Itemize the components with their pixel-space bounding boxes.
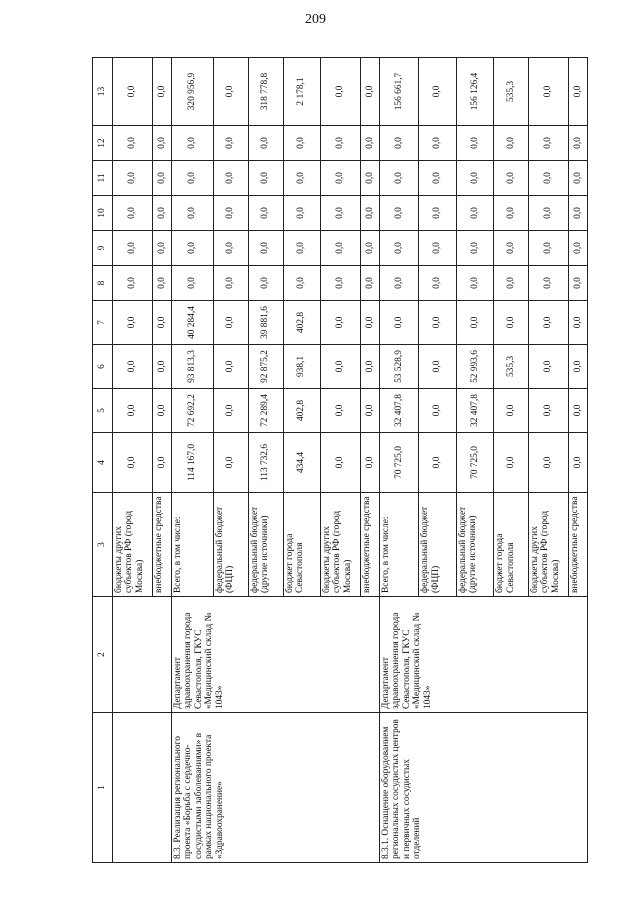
value-cell: 0,0 bbox=[361, 266, 380, 301]
value-cell: 0,0 bbox=[493, 196, 528, 231]
value-cell: 0,0 bbox=[153, 301, 172, 345]
value-cell: 0,0 bbox=[320, 58, 360, 126]
column-header: 7 bbox=[93, 301, 113, 345]
value-cell: 0,0 bbox=[419, 301, 456, 345]
value-cell: 0,0 bbox=[320, 231, 360, 266]
value-cell: 0,0 bbox=[112, 58, 152, 126]
executor-name: Департамент здравоохранения города Севастополя, ГКУС «Медицинский склад № 1043» bbox=[171, 597, 379, 713]
value-cell: 0,0 bbox=[493, 301, 528, 345]
value-cell: 0,0 bbox=[528, 389, 568, 433]
value-cell: 0,0 bbox=[419, 161, 456, 196]
value-cell: 0,0 bbox=[456, 231, 493, 266]
value-cell: 0,0 bbox=[493, 266, 528, 301]
table-row bbox=[112, 58, 152, 863]
value-cell: 0,0 bbox=[153, 58, 172, 126]
value-cell: 0,0 bbox=[493, 433, 528, 493]
column-header: 2 bbox=[93, 597, 113, 713]
funding-source: бюджеты других субъектов РФ (город Москва) bbox=[320, 493, 360, 597]
value-cell: 0,0 bbox=[493, 126, 528, 161]
value-cell: 0,0 bbox=[112, 231, 152, 266]
value-cell: 0,0 bbox=[320, 126, 360, 161]
column-header: 4 bbox=[93, 433, 113, 493]
value-cell: 434,4 bbox=[283, 433, 320, 493]
column-header: 8 bbox=[93, 266, 113, 301]
value-cell: 0,0 bbox=[419, 231, 456, 266]
value-cell: 0,0 bbox=[320, 196, 360, 231]
value-cell: 0,0 bbox=[493, 389, 528, 433]
value-cell: 0,0 bbox=[528, 58, 568, 126]
value-cell: 0,0 bbox=[153, 161, 172, 196]
column-header: 6 bbox=[93, 345, 113, 389]
value-cell: 0,0 bbox=[213, 231, 248, 266]
value-cell: 0,0 bbox=[379, 301, 419, 345]
value-cell: 0,0 bbox=[171, 161, 213, 196]
value-cell: 0,0 bbox=[361, 389, 380, 433]
column-header: 13 bbox=[93, 58, 113, 126]
value-cell: 0,0 bbox=[112, 301, 152, 345]
value-cell: 0,0 bbox=[361, 161, 380, 196]
value-cell: 0,0 bbox=[361, 126, 380, 161]
value-cell: 0,0 bbox=[112, 126, 152, 161]
value-cell: 0,0 bbox=[248, 161, 283, 196]
value-cell: 0,0 bbox=[112, 161, 152, 196]
value-cell: 0,0 bbox=[379, 196, 419, 231]
value-cell: 70 725,0 bbox=[379, 433, 419, 493]
value-cell: 0,0 bbox=[248, 196, 283, 231]
value-cell: 0,0 bbox=[361, 301, 380, 345]
funding-source: бюджеты других субъектов РФ (город Москва) bbox=[528, 493, 568, 597]
column-number-header bbox=[93, 58, 113, 863]
value-cell: 0,0 bbox=[248, 231, 283, 266]
column-header: 5 bbox=[93, 389, 113, 433]
value-cell: 0,0 bbox=[153, 196, 172, 231]
budget-table bbox=[92, 57, 588, 863]
executor-name: Департамент здравоохранения города Севастополя, ГКУС «Медицинский склад № 1043» bbox=[379, 597, 587, 713]
funding-source: бюджеты других субъектов РФ (город Москва) bbox=[112, 493, 152, 597]
value-cell: 0,0 bbox=[283, 126, 320, 161]
funding-source: федеральный бюджет (ФЦП) bbox=[419, 493, 456, 597]
value-cell: 0,0 bbox=[112, 266, 152, 301]
value-cell: 0,0 bbox=[569, 433, 588, 493]
value-cell: 72 289,4 bbox=[248, 389, 283, 433]
value-cell: 0,0 bbox=[528, 345, 568, 389]
value-cell: 0,0 bbox=[528, 266, 568, 301]
table-row bbox=[171, 58, 213, 863]
value-cell: 402,8 bbox=[283, 389, 320, 433]
rotated-table-content bbox=[92, 58, 588, 863]
value-cell: 114 167,0 bbox=[171, 433, 213, 493]
value-cell: 0,0 bbox=[171, 231, 213, 266]
value-cell: 39 881,6 bbox=[248, 301, 283, 345]
value-cell: 0,0 bbox=[361, 231, 380, 266]
value-cell: 0,0 bbox=[419, 126, 456, 161]
value-cell: 0,0 bbox=[153, 345, 172, 389]
value-cell: 0,0 bbox=[112, 389, 152, 433]
value-cell: 0,0 bbox=[419, 345, 456, 389]
value-cell: 0,0 bbox=[248, 126, 283, 161]
funding-source: бюджет города Севастополя bbox=[283, 493, 320, 597]
value-cell: 0,0 bbox=[361, 433, 380, 493]
value-cell: 0,0 bbox=[283, 161, 320, 196]
value-cell: 0,0 bbox=[456, 196, 493, 231]
value-cell: 0,0 bbox=[528, 126, 568, 161]
value-cell: 0,0 bbox=[248, 266, 283, 301]
value-cell: 0,0 bbox=[528, 161, 568, 196]
value-cell: 0,0 bbox=[569, 231, 588, 266]
value-cell: 0,0 bbox=[361, 58, 380, 126]
value-cell: 0,0 bbox=[320, 345, 360, 389]
column-header: 1 bbox=[93, 713, 113, 863]
value-cell: 0,0 bbox=[283, 266, 320, 301]
value-cell: 0,0 bbox=[419, 58, 456, 126]
value-cell: 0,0 bbox=[493, 231, 528, 266]
value-cell: 320 956,9 bbox=[171, 58, 213, 126]
value-cell: 0,0 bbox=[213, 266, 248, 301]
value-cell: 0,0 bbox=[419, 266, 456, 301]
value-cell: 0,0 bbox=[112, 433, 152, 493]
value-cell: 70 725,0 bbox=[456, 433, 493, 493]
value-cell: 0,0 bbox=[153, 126, 172, 161]
value-cell: 0,0 bbox=[213, 161, 248, 196]
value-cell: 535,3 bbox=[493, 345, 528, 389]
value-cell: 0,0 bbox=[569, 126, 588, 161]
value-cell: 535,3 bbox=[493, 58, 528, 126]
value-cell: 0,0 bbox=[320, 266, 360, 301]
value-cell: 0,0 bbox=[361, 345, 380, 389]
value-cell: 0,0 bbox=[379, 231, 419, 266]
value-cell: 0,0 bbox=[528, 196, 568, 231]
value-cell: 0,0 bbox=[569, 389, 588, 433]
value-cell: 0,0 bbox=[379, 161, 419, 196]
page-number: 209 bbox=[305, 12, 326, 27]
value-cell: 93 813,3 bbox=[171, 345, 213, 389]
value-cell: 938,1 bbox=[283, 345, 320, 389]
column-header: 11 bbox=[93, 161, 113, 196]
value-cell: 0,0 bbox=[419, 196, 456, 231]
funding-source: федеральный бюджет (другие источники) bbox=[248, 493, 283, 597]
value-cell: 0,0 bbox=[456, 161, 493, 196]
value-cell: 0,0 bbox=[569, 301, 588, 345]
empty-cell bbox=[112, 597, 171, 713]
value-cell: 0,0 bbox=[569, 58, 588, 126]
value-cell: 92 875,2 bbox=[248, 345, 283, 389]
value-cell: 156 126,4 bbox=[456, 58, 493, 126]
rotated-table-frame bbox=[92, 58, 588, 863]
value-cell: 0,0 bbox=[569, 161, 588, 196]
column-header: 10 bbox=[93, 196, 113, 231]
value-cell: 0,0 bbox=[456, 266, 493, 301]
value-cell: 0,0 bbox=[528, 301, 568, 345]
value-cell: 0,0 bbox=[379, 126, 419, 161]
value-cell: 0,0 bbox=[213, 126, 248, 161]
value-cell: 72 692,2 bbox=[171, 389, 213, 433]
value-cell: 0,0 bbox=[569, 345, 588, 389]
value-cell: 0,0 bbox=[320, 161, 360, 196]
value-cell: 0,0 bbox=[213, 196, 248, 231]
value-cell: 0,0 bbox=[213, 433, 248, 493]
value-cell: 0,0 bbox=[153, 389, 172, 433]
value-cell: 0,0 bbox=[171, 126, 213, 161]
value-cell: 40 284,4 bbox=[171, 301, 213, 345]
value-cell: 0,0 bbox=[419, 433, 456, 493]
value-cell: 0,0 bbox=[528, 433, 568, 493]
value-cell: 0,0 bbox=[320, 301, 360, 345]
value-cell: 0,0 bbox=[112, 345, 152, 389]
value-cell: 0,0 bbox=[171, 196, 213, 231]
value-cell: 52 993,6 bbox=[456, 345, 493, 389]
value-cell: 0,0 bbox=[153, 231, 172, 266]
funding-source: федеральный бюджет (ФЦП) bbox=[213, 493, 248, 597]
value-cell: 0,0 bbox=[569, 266, 588, 301]
value-cell: 0,0 bbox=[569, 196, 588, 231]
funding-source: внебюджетные средства bbox=[361, 493, 380, 597]
value-cell: 2 178,1 bbox=[283, 58, 320, 126]
value-cell: 0,0 bbox=[283, 196, 320, 231]
value-cell: 0,0 bbox=[361, 196, 380, 231]
empty-cell bbox=[112, 713, 171, 863]
value-cell: 0,0 bbox=[493, 161, 528, 196]
column-header: 12 bbox=[93, 126, 113, 161]
value-cell: 0,0 bbox=[379, 266, 419, 301]
value-cell: 113 732,6 bbox=[248, 433, 283, 493]
measure-name: 8.3.1. Оснащение оборудованием региональных сосудистых центров и первичных сосудистых отделений bbox=[379, 713, 587, 863]
value-cell: 0,0 bbox=[213, 389, 248, 433]
value-cell: 0,0 bbox=[456, 126, 493, 161]
value-cell: 32 407,8 bbox=[379, 389, 419, 433]
value-cell: 0,0 bbox=[213, 345, 248, 389]
funding-source: внебюджетные средства bbox=[569, 493, 588, 597]
value-cell: 0,0 bbox=[320, 433, 360, 493]
value-cell: 32 407,8 bbox=[456, 389, 493, 433]
value-cell: 0,0 bbox=[112, 196, 152, 231]
value-cell: 0,0 bbox=[153, 266, 172, 301]
measure-name: 8.3. Реализация регионального проекта «Борьба с сердечно-сосудистыми заболеваниями» в рамках национального проекта «Здравоохранение» bbox=[171, 713, 379, 863]
value-cell: 156 661,7 bbox=[379, 58, 419, 126]
funding-source: внебюджетные средства bbox=[153, 493, 172, 597]
column-header: 3 bbox=[93, 493, 113, 597]
value-cell: 0,0 bbox=[528, 231, 568, 266]
value-cell: 0,0 bbox=[213, 58, 248, 126]
value-cell: 0,0 bbox=[283, 231, 320, 266]
value-cell: 0,0 bbox=[419, 389, 456, 433]
value-cell: 318 778,8 bbox=[248, 58, 283, 126]
value-cell: 0,0 bbox=[171, 266, 213, 301]
table-row bbox=[379, 58, 419, 863]
funding-source: бюджет города Севастополя bbox=[493, 493, 528, 597]
value-cell: 53 528,9 bbox=[379, 345, 419, 389]
funding-source: Всего, в том числе: bbox=[379, 493, 419, 597]
funding-source: федеральный бюджет (другие источники) bbox=[456, 493, 493, 597]
column-header: 9 bbox=[93, 231, 113, 266]
value-cell: 0,0 bbox=[153, 433, 172, 493]
funding-source: Всего, в том числе: bbox=[171, 493, 213, 597]
value-cell: 0,0 bbox=[456, 301, 493, 345]
value-cell: 0,0 bbox=[213, 301, 248, 345]
value-cell: 402,8 bbox=[283, 301, 320, 345]
value-cell: 0,0 bbox=[320, 389, 360, 433]
